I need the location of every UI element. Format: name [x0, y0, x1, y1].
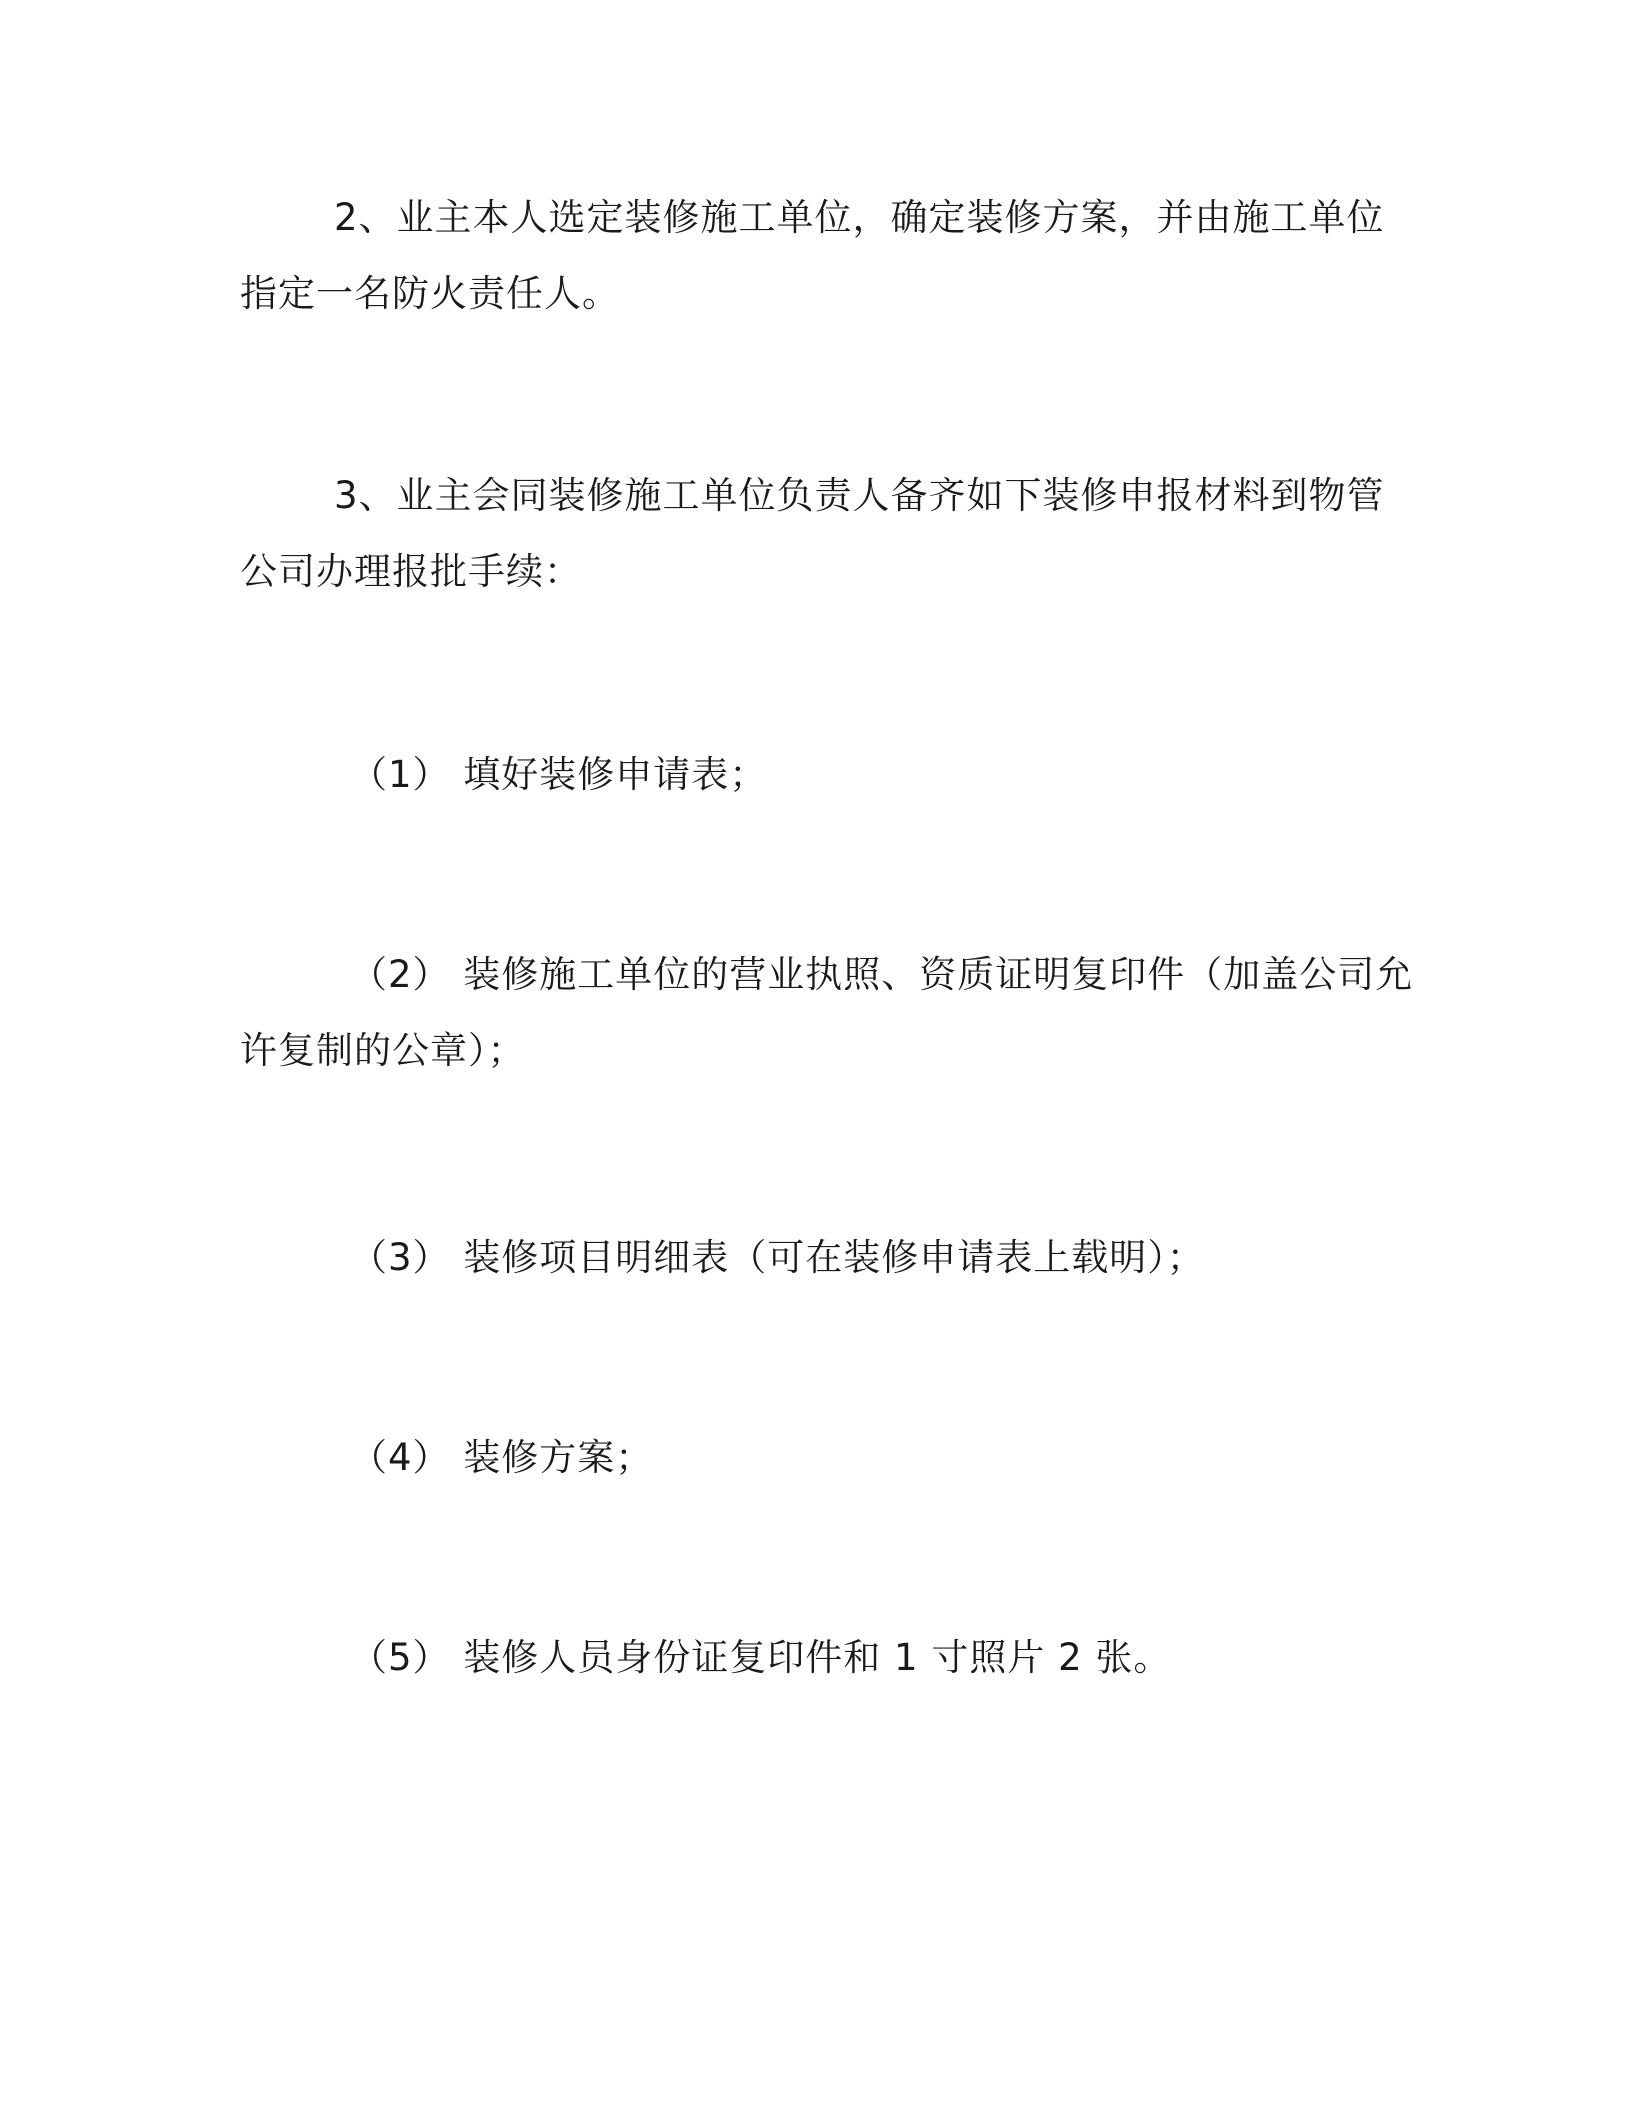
list-item-line: （4） 装修方案；: [350, 1436, 654, 1479]
paragraph-2: [240, 180, 1385, 332]
list-item-line: （1） 填好装修申请表；: [350, 753, 768, 796]
list-item-line: 许复制的公章）；: [240, 1029, 526, 1072]
list-item-5: [240, 1620, 1370, 1696]
paragraph-3: [240, 458, 1385, 610]
paragraph-line: 公司办理报批手续：: [240, 550, 582, 593]
paragraph-line: 2、业主本人选定装修施工单位，确定装修方案，并由施工单位: [334, 196, 1385, 239]
list-item-3: [240, 1220, 1370, 1296]
list-item-line: （5） 装修人员身份证复印件和 1 寸照片 2 张。: [350, 1636, 1172, 1679]
paragraph-line: 指定一名防火责任人。: [240, 272, 620, 315]
list-item-1: [240, 737, 1370, 813]
list-item-2: [240, 937, 1414, 1089]
list-item-line: （3） 装修项目明细表（可在装修申请表上载明）；: [350, 1236, 1205, 1279]
list-item-4: [240, 1420, 1370, 1496]
list-item-line: （2） 装修施工单位的营业执照、资质证明复印件（加盖公司允: [350, 953, 1414, 996]
paragraph-line: 3、业主会同装修施工单位负责人备齐如下装修申报材料到物管: [334, 474, 1385, 517]
